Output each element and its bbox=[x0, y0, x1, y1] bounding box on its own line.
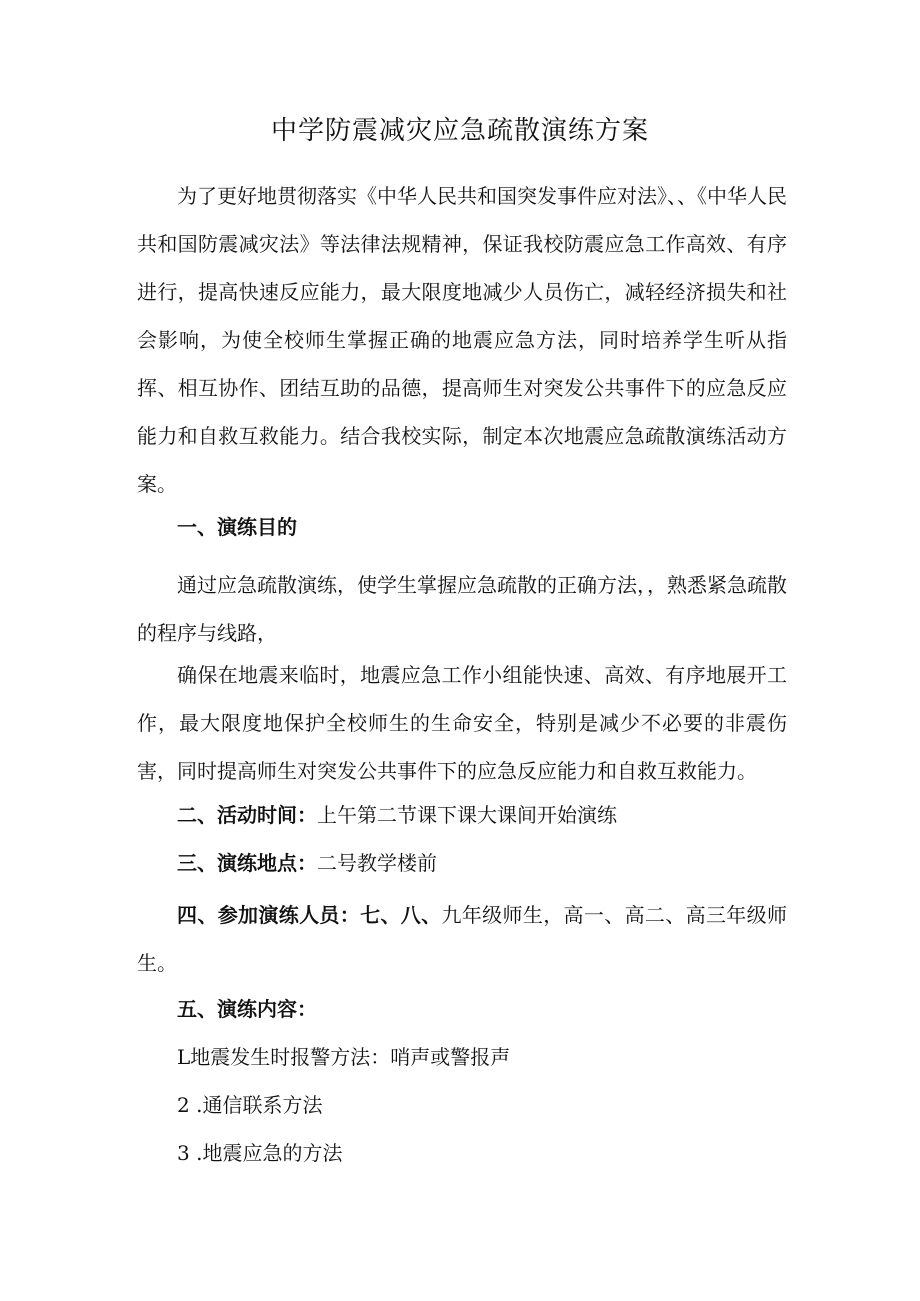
content-item-1: L地震发生时报警方法：哨声或警报声 bbox=[177, 1045, 511, 1069]
intro-paragraph: 为了更好地贯彻落实《中华人民共和国突发事件应对法》、、《中华人民共和国防震减灾法》等法律法规精神，保证我校防震应急工作高效、有序进行，提高快速反应能力，最大限度地减少人员伤亡，减轻经济损失和社会影响，为使全校师生掌握正确的地震应急方法，同时培养学生听从指挥、相互协作、团结互助的品德，提高师生对突发公共事件下的应急反应能力和自救互救能力。结合我校实际，制定本次地震应急疏散演练活动方案。 bbox=[137, 184, 787, 496]
section-5-heading: 五、演练内容： bbox=[177, 997, 317, 1021]
section-2-heading: 二、活动时间： bbox=[177, 803, 317, 827]
document-title: 中学防震减灾应急疏散演练方案 bbox=[270, 116, 649, 146]
section-3-heading: 三、演练地点： bbox=[177, 851, 317, 875]
section-4-heading: 四、参加演练人员：七、八、 bbox=[177, 903, 442, 927]
section-2 bbox=[177, 797, 617, 833]
content-item-2: 2 .通信联系方法 bbox=[177, 1093, 323, 1117]
section-1-paragraph-2: 确保在地震来临时，地震应急工作小组能快速、高效、有序地展开工作，最大限度地保护全校师生的生命安全，特别是减少不必要的非震伤害，同时提高师生对突发公共事件下的应急反应能力和自救互救能力。 bbox=[137, 663, 787, 783]
section-3-text: 二号教学楼前 bbox=[317, 851, 437, 875]
section-4 bbox=[137, 891, 787, 987]
section-4-text: 九年级师生，高一、高二、高三年级师生。 bbox=[137, 903, 788, 975]
content-item-3: 3 .地震应急的方法 bbox=[177, 1141, 343, 1165]
section-1-paragraph-1: 通过应急疏散演练，使学生掌握应急疏散的正确方法，，熟悉紧急疏散的程序与线路， bbox=[137, 573, 787, 645]
section-1-heading: 一、演练目的 bbox=[177, 515, 297, 539]
section-3 bbox=[177, 845, 437, 881]
section-2-text: 上午第二节课下课大课间开始演练 bbox=[317, 803, 617, 827]
